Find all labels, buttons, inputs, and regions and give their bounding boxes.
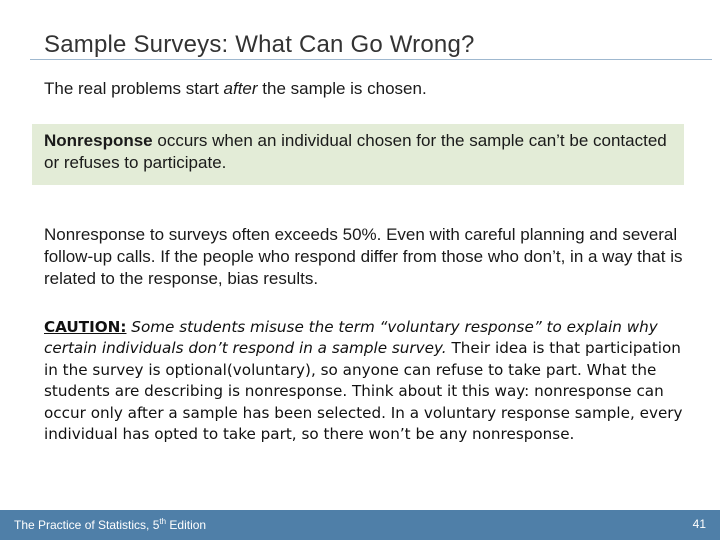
book-title-text: The Practice of Statistics, 5	[14, 518, 160, 532]
edition-superscript: th	[159, 517, 167, 526]
intro-text-end: the sample is chosen.	[257, 79, 427, 98]
caution-label: CAUTION:	[44, 318, 127, 336]
intro-paragraph	[44, 79, 427, 99]
page-number: 41	[692, 517, 706, 531]
definition-term: Nonresponse	[44, 131, 153, 150]
intro-text-start: The real problems start	[44, 79, 224, 98]
slide-title: Sample Surveys: What Can Go Wrong?	[44, 31, 475, 58]
footer-book-title	[14, 517, 206, 532]
caution-note	[44, 317, 684, 445]
nonresponse-paragraph: Nonresponse to surveys often exceeds 50%. Even with careful planning and several follow-up calls. If the people who respond differ from those who don’t, in a way that is related to the response, bias results.	[44, 225, 683, 288]
caution-italic-text: Some students misuse the term “voluntary response” to explain why certain individuals don’t respond in a sample survey.	[44, 318, 658, 358]
definition-text: occurs when an individual chosen for the sample can’t be contacted or refuses to participate.	[44, 131, 667, 172]
title-divider	[30, 59, 712, 60]
intro-emphasis: after	[223, 79, 258, 98]
definition-callout	[32, 124, 684, 185]
caution-body-text: Their idea is that participation in the survey is optional(voluntary), so anyone can refuse to take part. What the students are describing is nonresponse. Think about it this way: nonresponse can occur only after a sample has been selected. In a voluntary response sample, every individual has opted to take part, so there won’t be any nonresponse.	[44, 339, 683, 444]
footer-bar	[0, 510, 720, 540]
edition-word: Edition	[166, 518, 207, 532]
